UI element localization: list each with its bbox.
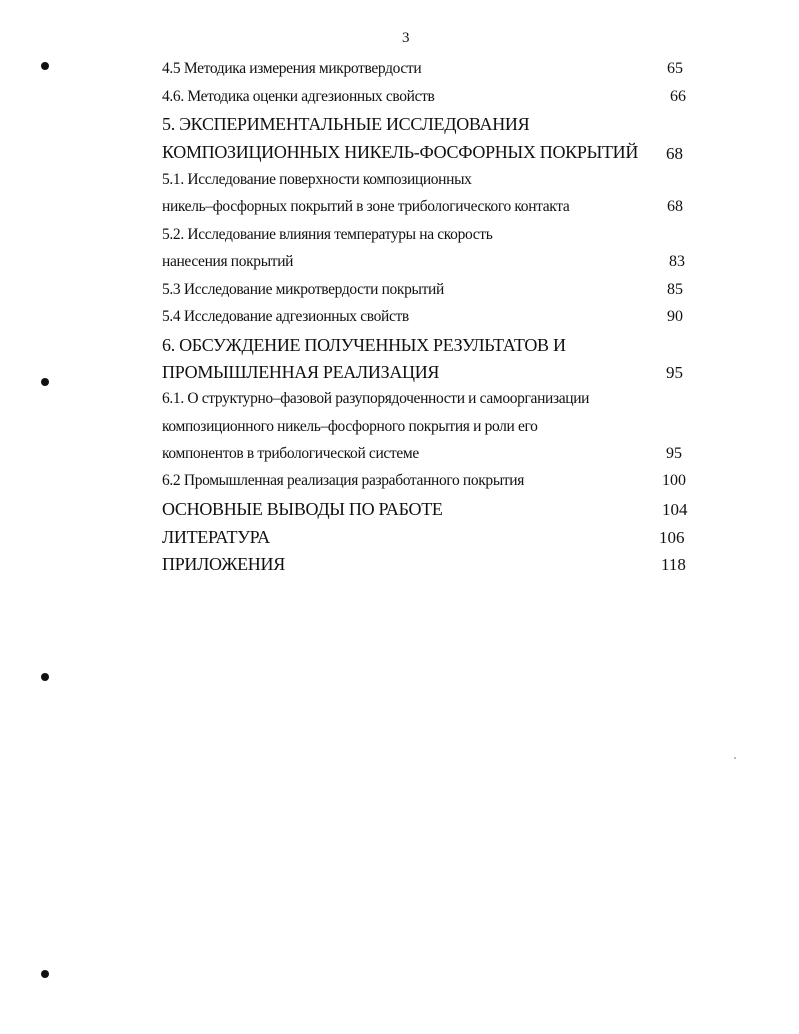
punch-hole-mark [41,673,49,681]
toc-page-literature: 106 [659,528,685,547]
toc-page-5-2: 83 [669,253,685,270]
toc-entry-4-5: 4.5 Методика измерения микротвердости [162,60,422,77]
toc-page-4-6: 66 [670,88,686,105]
toc-entry-5-1-line2: никель–фосфорных покрытий в зоне трибологического контакта [162,198,570,215]
scan-speck [734,757,736,759]
toc-page-5-4: 90 [667,308,683,325]
toc-heading-literature: ЛИТЕРАТУРА [162,527,270,547]
toc-heading-appendices: ПРИЛОЖЕНИЯ [162,554,285,574]
toc-entry-6-1-line3: компонентов в трибологической системе [162,445,419,462]
punch-hole-mark [41,970,49,978]
toc-entry-6-2: 6.2 Промышленная реализация разработанного покрытия [162,472,525,489]
toc-entry-6-1-line2: композиционного никель–фосфорного покрытия и роли его [162,418,538,435]
toc-entry-5-2-line2: нанесения покрытий [162,253,294,270]
toc-entry-6-1-line1: 6.1. О структурно–фазовой разупорядоченности и самоорганизации [162,390,590,407]
toc-heading-6-line2: ПРОМЫШЛЕННАЯ РЕАЛИЗАЦИЯ [162,362,440,382]
toc-entry-5-4: 5.4 Исследование адгезионных свойств [162,308,409,325]
toc-page-5-1: 68 [667,198,683,215]
toc-heading-6-line1: 6. ОБСУЖДЕНИЕ ПОЛУЧЕННЫХ РЕЗУЛЬТАТОВ И [162,335,566,355]
toc-page-6: 95 [666,363,683,382]
toc-page-appendices: 118 [661,555,686,574]
toc-page-conclusions: 104 [662,500,688,519]
toc-heading-conclusions: ОСНОВНЫЕ ВЫВОДЫ ПО РАБОТЕ [162,499,443,519]
toc-entry-5-3: 5.3 Исследование микротвердости покрытий [162,281,444,298]
toc-entry-4-6: 4.6. Методика оценки адгезионных свойств [162,88,435,105]
toc-entry-5-1-line1: 5.1. Исследование поверхности композиционных [162,171,472,188]
toc-page-4-5: 65 [667,60,683,77]
toc-page-5-3: 85 [667,281,683,298]
toc-page-6-2: 100 [662,472,686,489]
punch-hole-mark [41,378,49,386]
toc-heading-5-line1: 5. ЭКСПЕРИМЕНТАЛЬНЫЕ ИССЛЕДОВАНИЯ [162,114,530,134]
page-number: 3 [402,30,410,46]
toc-page-6-1: 95 [666,445,682,462]
toc-heading-5-line2: КОМПОЗИЦИОННЫХ НИКЕЛЬ-ФОСФОРНЫХ ПОКРЫТИЙ [162,142,639,162]
punch-hole-mark [41,62,49,70]
toc-page-5: 68 [666,144,683,163]
toc-entry-5-2-line1: 5.2. Исследование влияния температуры на скорость [162,226,493,243]
